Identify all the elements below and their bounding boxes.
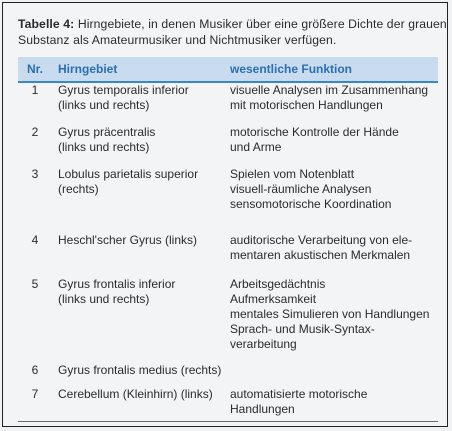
table-row: [18, 233, 438, 277]
header-nr: Nr.: [26, 62, 43, 76]
brain-area-line: Heschl'scher Gyrus (links): [58, 233, 197, 247]
row-brain-area: [58, 125, 226, 155]
function-line: Spielen vom Notenblatt: [230, 167, 355, 181]
row-number: 3: [31, 167, 39, 181]
function-line: visuelle Analysen im Zusammenhang: [230, 83, 429, 97]
row-number: 6: [31, 363, 39, 377]
header-function: wesentliche Funktion: [230, 62, 353, 76]
brain-area-line: (rechts): [58, 182, 99, 196]
row-number: 4: [31, 233, 39, 247]
function-line: Aufmerksamkeit: [230, 292, 317, 306]
function-line: Arbeitsgedächtnis: [230, 277, 326, 291]
brain-area-line: (links und rechts): [58, 292, 150, 306]
brain-area-line: (links und rechts): [58, 98, 150, 112]
table-row: [18, 277, 438, 363]
function-line: und Arme: [230, 140, 282, 154]
function-line: visuell-räumliche Analysen: [230, 182, 372, 196]
row-brain-area: [58, 277, 226, 307]
row-brain-area: [58, 167, 226, 197]
function-line: mit motorischen Handlungen: [230, 98, 383, 112]
function-line: automatisierte motorische: [230, 387, 368, 401]
table-row: [18, 363, 438, 387]
header-area: Hirngebiet: [58, 62, 118, 76]
brain-areas-table: [18, 57, 438, 416]
table-row: [18, 125, 438, 167]
brain-area-line: Gyrus frontalis inferior: [58, 277, 176, 291]
brain-area-line: Lobulus parietalis superior: [58, 167, 199, 181]
function-line: motorische Kontrolle der Hände: [230, 125, 399, 139]
function-line: mentales Simulieren von Handlungen: [230, 307, 430, 321]
row-function: [230, 277, 438, 352]
function-line: Handlungen: [230, 402, 295, 416]
row-function: [230, 83, 438, 113]
table-row: [18, 83, 438, 125]
row-number: 2: [31, 125, 39, 139]
brain-area-line: Gyrus frontalis medius (rechts): [58, 363, 222, 377]
function-line: Sprach- und Musik-Syntax-: [230, 322, 375, 336]
row-brain-area: [58, 233, 226, 248]
row-function: [230, 167, 438, 212]
function-line: mentaren akustischen Merkmalen: [230, 248, 411, 262]
row-function: [230, 233, 438, 263]
brain-area-line: Gyrus temporalis inferior: [58, 83, 189, 97]
brain-area-line: Gyrus präcentralis: [58, 125, 156, 139]
function-line: sensomotorische Koordination: [230, 197, 392, 211]
brain-area-line: (links und rechts): [58, 140, 150, 154]
row-brain-area: [58, 83, 226, 113]
row-brain-area: [58, 387, 226, 402]
table-figure: [2, 2, 448, 427]
table-bottom-rule: [18, 421, 438, 422]
caption-label: Tabelle 4:: [18, 17, 75, 31]
table-caption: [18, 16, 448, 48]
row-function: [230, 387, 438, 417]
row-number: 5: [31, 277, 39, 291]
table-row: [18, 167, 438, 233]
row-number: 1: [31, 83, 39, 97]
function-line: verarbeitung: [230, 337, 297, 351]
function-line: auditorische Verarbeitung von ele-: [230, 233, 413, 247]
brain-area-line: Cerebellum (Kleinhirn) (links): [58, 387, 213, 401]
table-row: [18, 387, 438, 429]
caption-text: Hirngebiete, in denen Musiker über eine größere Dichte der grauen Substanz als Amateurmusiker und Nichtmusiker verfügen.: [18, 17, 447, 47]
table-header: [18, 57, 438, 83]
row-number: 7: [31, 387, 39, 401]
row-brain-area: [58, 363, 226, 378]
row-function: [230, 125, 438, 155]
